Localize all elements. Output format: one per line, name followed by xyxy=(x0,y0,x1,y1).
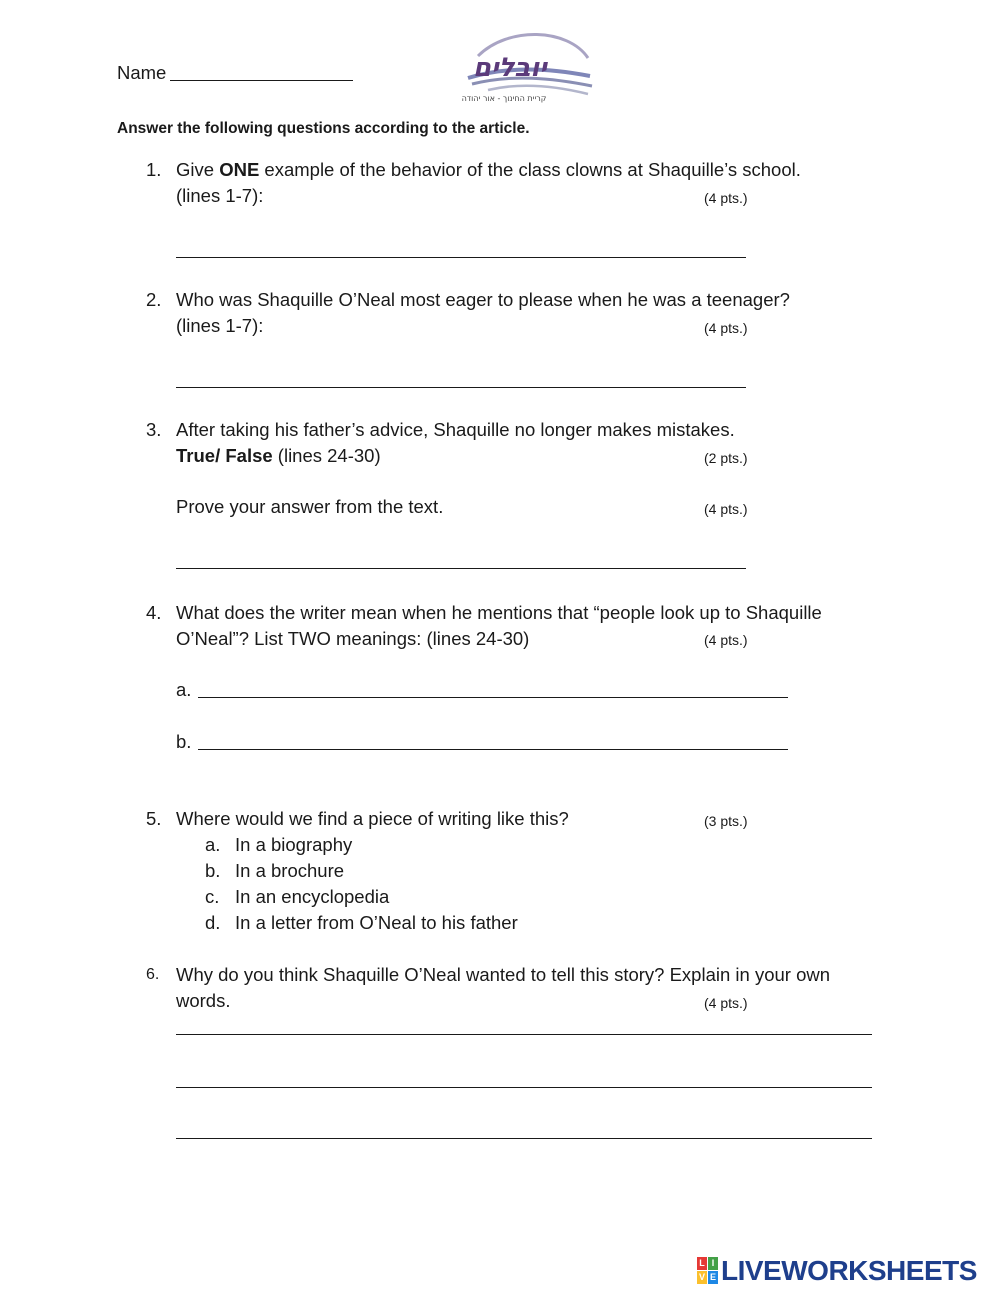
points-label: (4 pts.) xyxy=(704,632,748,648)
option-a-letter: a. xyxy=(205,834,221,855)
points-label: (2 pts.) xyxy=(704,450,748,466)
question-number: 1. xyxy=(146,159,162,180)
sub-answer-a-line[interactable] xyxy=(198,697,788,698)
sub-answer-b-label: b. xyxy=(176,731,192,752)
question-number: 4. xyxy=(146,602,162,623)
answer-line[interactable] xyxy=(176,387,746,388)
points-label: (4 pts.) xyxy=(704,320,748,336)
question-text: After taking his father’s advice, Shaquille no longer makes mistakes. xyxy=(176,419,735,440)
question-text-cont: words. xyxy=(176,990,231,1011)
points-label: (4 pts.) xyxy=(704,995,748,1011)
option-c-letter: c. xyxy=(205,886,220,907)
prove-prompt: Prove your answer from the text. xyxy=(176,496,444,517)
svg-text:יובלים: יובלים xyxy=(473,53,547,83)
name-label: Name xyxy=(117,62,167,83)
question-number: 3. xyxy=(146,419,162,440)
option-d[interactable]: In a letter from O’Neal to his father xyxy=(235,912,518,933)
question-text: Who was Shaquille O’Neal most eager to please when he was a teenager? xyxy=(176,289,790,310)
points-label: (4 pts.) xyxy=(704,190,748,206)
question-text: Why do you think Shaquille O’Neal wanted to tell this story? Explain in your own xyxy=(176,964,831,985)
points-label: (3 pts.) xyxy=(704,813,748,829)
points-label: (4 pts.) xyxy=(704,501,748,517)
question-number: 5. xyxy=(146,808,162,829)
option-b[interactable]: In a brochure xyxy=(235,860,345,881)
question-text-cont: O’Neal”? List TWO meanings: (lines 24-30) xyxy=(176,628,530,649)
question-number: 6. xyxy=(146,966,160,983)
option-b-letter: b. xyxy=(205,860,221,881)
sub-answer-a-label: a. xyxy=(176,679,192,700)
question-text: Where would we find a piece of writing like this? xyxy=(176,808,569,829)
name-field-line[interactable] xyxy=(170,80,353,81)
option-a[interactable]: In a biography xyxy=(235,834,353,855)
liveworksheets-brand[interactable]: LIVEWORKSHEETS xyxy=(721,1255,977,1286)
answer-line-2[interactable] xyxy=(176,1087,872,1088)
school-logo-icon xyxy=(448,28,596,108)
liveworksheets-blocks-icon: L I V E xyxy=(698,1258,716,1282)
answer-line[interactable] xyxy=(176,257,746,258)
true-false-prompt: True/ False (lines 24-30) xyxy=(176,445,381,466)
liveworksheets-logo xyxy=(697,1255,993,1287)
instructions: Answer the following questions according to the article. xyxy=(117,120,530,137)
question-text: What does the writer mean when he mentions that “people look up to Shaquille xyxy=(176,602,822,623)
option-c[interactable]: In an encyclopedia xyxy=(235,886,390,907)
option-d-letter: d. xyxy=(205,912,221,933)
question-lines-ref: (lines 1-7): xyxy=(176,185,264,206)
question-text: Give ONE example of the behavior of the class clowns at Shaquille’s school. xyxy=(176,159,801,180)
answer-line[interactable] xyxy=(176,568,746,569)
sub-answer-b-line[interactable] xyxy=(198,749,788,750)
question-number: 2. xyxy=(146,289,162,310)
school-logo xyxy=(448,28,596,108)
answer-line-1[interactable] xyxy=(176,1034,872,1035)
answer-line-3[interactable] xyxy=(176,1138,872,1139)
svg-text:קריית החינוך - אור יהודה: קריית החינוך - אור יהודה xyxy=(461,94,547,103)
question-lines-ref: (lines 1-7): xyxy=(176,315,264,336)
